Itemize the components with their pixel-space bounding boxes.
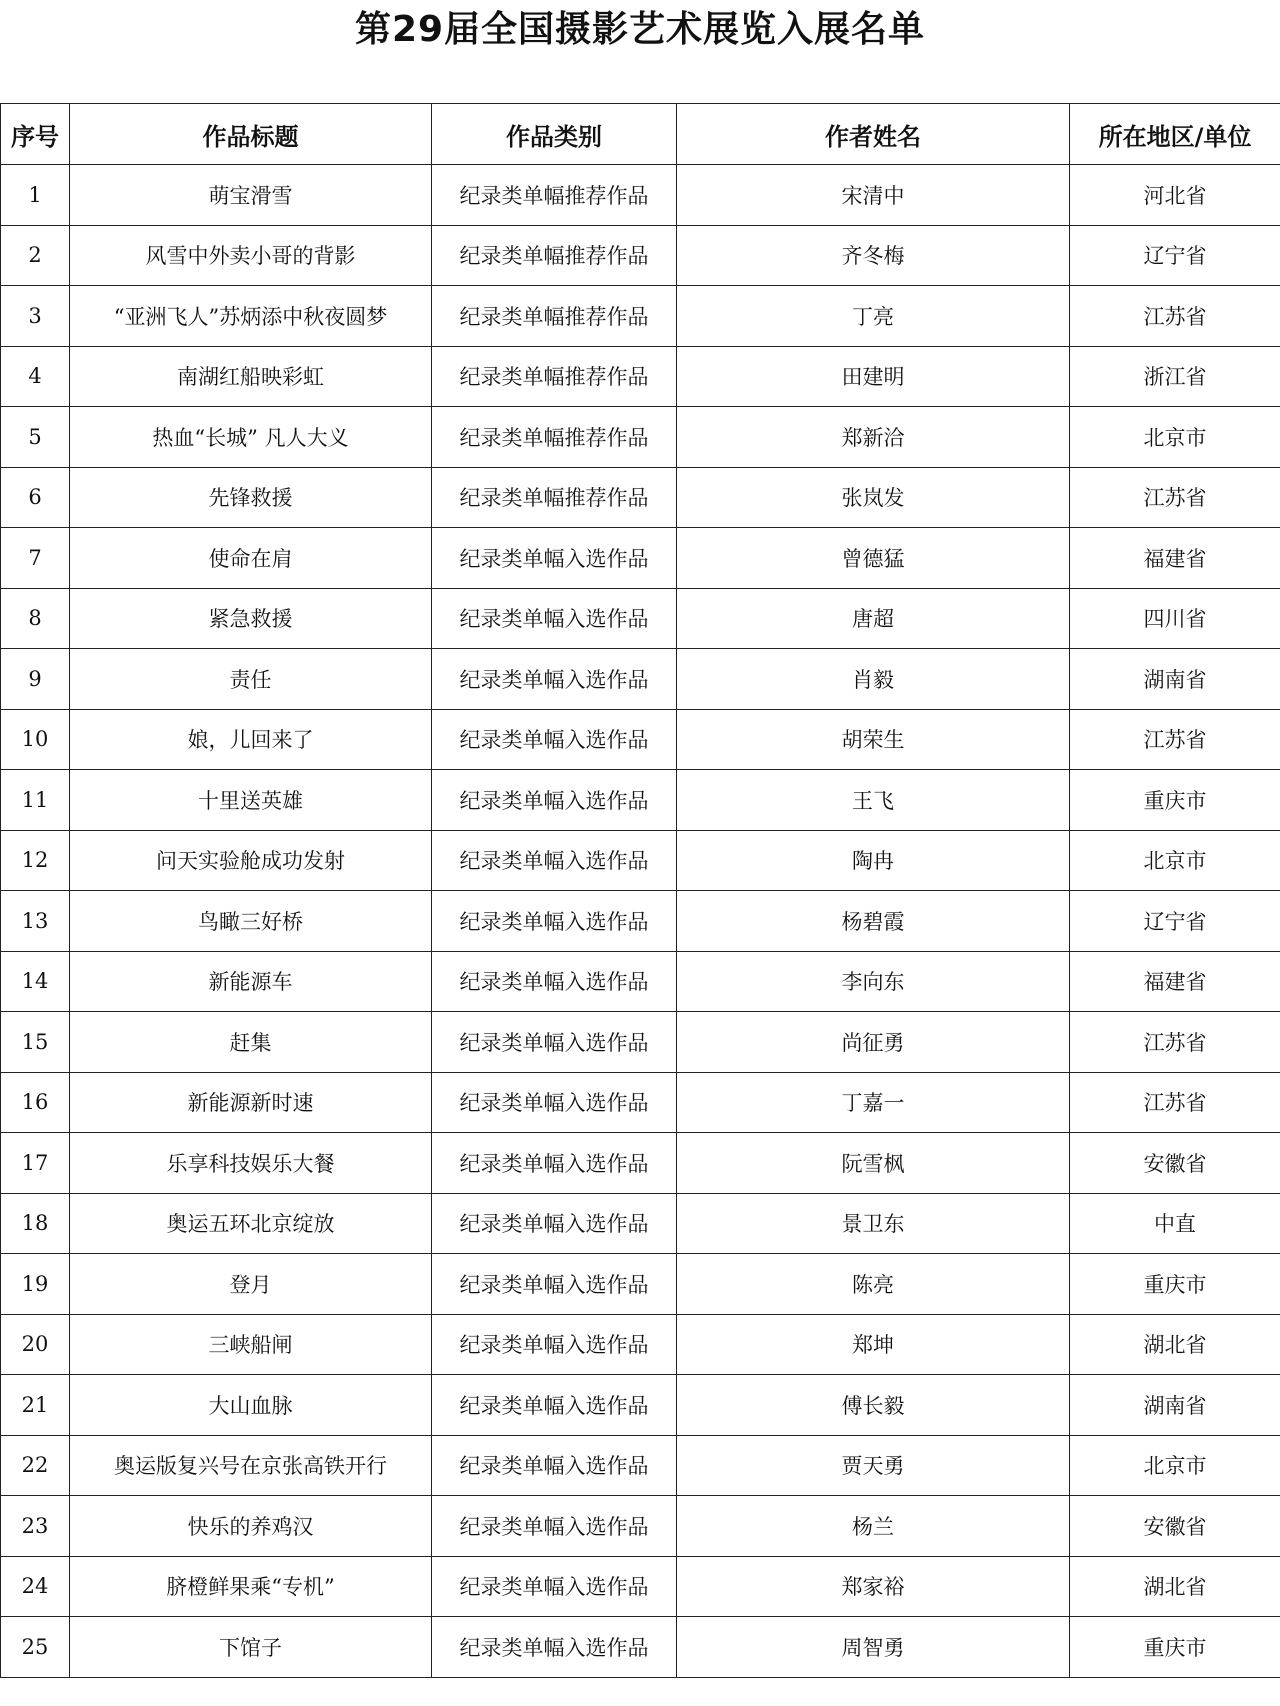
cell-category: 纪录类单幅推荐作品 <box>432 225 677 286</box>
cell-title: 萌宝滑雪 <box>70 165 432 226</box>
cell-title: 奥运版复兴号在京张高铁开行 <box>70 1435 432 1496</box>
cell-seq: 11 <box>1 770 70 831</box>
table-row <box>1 1314 1280 1375</box>
table-row <box>1 1193 1280 1254</box>
cell-region: 江苏省 <box>1070 1012 1280 1073</box>
cell-author: 张岚发 <box>677 467 1070 528</box>
cell-category: 纪录类单幅入选作品 <box>432 1133 677 1194</box>
cell-title: 新能源车 <box>70 951 432 1012</box>
cell-seq: 23 <box>1 1496 70 1557</box>
table-row <box>1 225 1280 286</box>
cell-seq: 19 <box>1 1254 70 1315</box>
cell-author: 肖毅 <box>677 649 1070 710</box>
table-row <box>1 1072 1280 1133</box>
cell-title: 十里送英雄 <box>70 770 432 831</box>
cell-title: “亚洲飞人”苏炳添中秋夜圆梦 <box>70 286 432 347</box>
cell-author: 胡荣生 <box>677 709 1070 770</box>
cell-author: 陶冉 <box>677 830 1070 891</box>
table-row <box>1 528 1280 589</box>
cell-seq: 22 <box>1 1435 70 1496</box>
cell-title: 使命在肩 <box>70 528 432 589</box>
cell-category: 纪录类单幅入选作品 <box>432 1556 677 1617</box>
cell-seq: 17 <box>1 1133 70 1194</box>
cell-seq: 20 <box>1 1314 70 1375</box>
cell-category: 纪录类单幅入选作品 <box>432 1435 677 1496</box>
table-row <box>1 1375 1280 1436</box>
table-row <box>1 709 1280 770</box>
table-row <box>1 1496 1280 1557</box>
table-row <box>1 407 1280 468</box>
cell-region: 福建省 <box>1070 528 1280 589</box>
header-author: 作者姓名 <box>677 104 1070 165</box>
cell-region: 浙江省 <box>1070 346 1280 407</box>
cell-seq: 4 <box>1 346 70 407</box>
cell-region: 河北省 <box>1070 165 1280 226</box>
cell-title: 赶集 <box>70 1012 432 1073</box>
cell-category: 纪录类单幅入选作品 <box>432 830 677 891</box>
cell-title: 紧急救援 <box>70 588 432 649</box>
cell-category: 纪录类单幅入选作品 <box>432 951 677 1012</box>
cell-title: 大山血脉 <box>70 1375 432 1436</box>
table-header-row <box>1 104 1280 165</box>
entry-list-table <box>0 103 1280 1678</box>
cell-seq: 9 <box>1 649 70 710</box>
cell-seq: 18 <box>1 1193 70 1254</box>
cell-author: 尚征勇 <box>677 1012 1070 1073</box>
cell-category: 纪录类单幅入选作品 <box>432 1617 677 1678</box>
table-row <box>1 770 1280 831</box>
cell-category: 纪录类单幅推荐作品 <box>432 467 677 528</box>
cell-author: 宋清中 <box>677 165 1070 226</box>
cell-seq: 25 <box>1 1617 70 1678</box>
cell-region: 湖南省 <box>1070 649 1280 710</box>
table-row <box>1 467 1280 528</box>
cell-author: 王飞 <box>677 770 1070 831</box>
table-row <box>1 165 1280 226</box>
page-title: 第29届全国摄影艺术展览入展名单 <box>354 9 926 50</box>
cell-seq: 16 <box>1 1072 70 1133</box>
cell-title: 乐享科技娱乐大餐 <box>70 1133 432 1194</box>
cell-region: 湖北省 <box>1070 1556 1280 1617</box>
cell-region: 北京市 <box>1070 1435 1280 1496</box>
cell-title: 奥运五环北京绽放 <box>70 1193 432 1254</box>
cell-region: 安徽省 <box>1070 1496 1280 1557</box>
cell-author: 周智勇 <box>677 1617 1070 1678</box>
table-row <box>1 891 1280 952</box>
cell-seq: 7 <box>1 528 70 589</box>
cell-author: 景卫东 <box>677 1193 1070 1254</box>
header-seq: 序号 <box>1 104 70 165</box>
cell-author: 李向东 <box>677 951 1070 1012</box>
cell-region: 江苏省 <box>1070 709 1280 770</box>
cell-author: 丁嘉一 <box>677 1072 1070 1133</box>
cell-category: 纪录类单幅入选作品 <box>432 1012 677 1073</box>
cell-seq: 24 <box>1 1556 70 1617</box>
table-row <box>1 1556 1280 1617</box>
cell-title: 问天实验舱成功发射 <box>70 830 432 891</box>
cell-title: 快乐的养鸡汉 <box>70 1496 432 1557</box>
table-row <box>1 649 1280 710</box>
cell-region: 重庆市 <box>1070 770 1280 831</box>
cell-seq: 5 <box>1 407 70 468</box>
cell-title: 三峡船闸 <box>70 1314 432 1375</box>
cell-category: 纪录类单幅入选作品 <box>432 1254 677 1315</box>
cell-region: 中直 <box>1070 1193 1280 1254</box>
cell-region: 福建省 <box>1070 951 1280 1012</box>
cell-title: 下馆子 <box>70 1617 432 1678</box>
cell-author: 杨碧霞 <box>677 891 1070 952</box>
cell-title: 新能源新时速 <box>70 1072 432 1133</box>
table-body <box>1 165 1280 1678</box>
cell-category: 纪录类单幅推荐作品 <box>432 286 677 347</box>
cell-author: 陈亮 <box>677 1254 1070 1315</box>
cell-seq: 12 <box>1 830 70 891</box>
cell-seq: 15 <box>1 1012 70 1073</box>
cell-region: 重庆市 <box>1070 1254 1280 1315</box>
cell-seq: 13 <box>1 891 70 952</box>
cell-author: 唐超 <box>677 588 1070 649</box>
cell-title: 风雪中外卖小哥的背影 <box>70 225 432 286</box>
cell-region: 江苏省 <box>1070 467 1280 528</box>
cell-title: 热血“长城” 凡人大义 <box>70 407 432 468</box>
table-row <box>1 1012 1280 1073</box>
cell-region: 湖北省 <box>1070 1314 1280 1375</box>
cell-seq: 10 <box>1 709 70 770</box>
table-row <box>1 1254 1280 1315</box>
cell-author: 贾天勇 <box>677 1435 1070 1496</box>
table-row <box>1 830 1280 891</box>
cell-seq: 2 <box>1 225 70 286</box>
cell-author: 杨兰 <box>677 1496 1070 1557</box>
cell-title: 鸟瞰三好桥 <box>70 891 432 952</box>
cell-region: 北京市 <box>1070 407 1280 468</box>
cell-region: 江苏省 <box>1070 1072 1280 1133</box>
cell-category: 纪录类单幅入选作品 <box>432 1072 677 1133</box>
cell-category: 纪录类单幅入选作品 <box>432 1375 677 1436</box>
cell-author: 郑新洽 <box>677 407 1070 468</box>
cell-region: 辽宁省 <box>1070 225 1280 286</box>
cell-title: 登月 <box>70 1254 432 1315</box>
table-row <box>1 346 1280 407</box>
cell-author: 田建明 <box>677 346 1070 407</box>
cell-category: 纪录类单幅入选作品 <box>432 1193 677 1254</box>
cell-region: 北京市 <box>1070 830 1280 891</box>
cell-title: 脐橙鲜果乘“专机” <box>70 1556 432 1617</box>
header-category: 作品类别 <box>432 104 677 165</box>
cell-category: 纪录类单幅入选作品 <box>432 891 677 952</box>
cell-region: 重庆市 <box>1070 1617 1280 1678</box>
cell-seq: 21 <box>1 1375 70 1436</box>
header-title: 作品标题 <box>70 104 432 165</box>
cell-category: 纪录类单幅入选作品 <box>432 528 677 589</box>
cell-category: 纪录类单幅推荐作品 <box>432 346 677 407</box>
cell-author: 郑坤 <box>677 1314 1070 1375</box>
cell-category: 纪录类单幅推荐作品 <box>432 165 677 226</box>
cell-region: 四川省 <box>1070 588 1280 649</box>
cell-author: 傅长毅 <box>677 1375 1070 1436</box>
table-row <box>1 1435 1280 1496</box>
cell-region: 辽宁省 <box>1070 891 1280 952</box>
cell-category: 纪录类单幅入选作品 <box>432 1496 677 1557</box>
cell-category: 纪录类单幅推荐作品 <box>432 407 677 468</box>
cell-author: 阮雪枫 <box>677 1133 1070 1194</box>
cell-region: 湖南省 <box>1070 1375 1280 1436</box>
cell-author: 齐冬梅 <box>677 225 1070 286</box>
table-row <box>1 1133 1280 1194</box>
cell-title: 先锋救援 <box>70 467 432 528</box>
cell-title: 责任 <box>70 649 432 710</box>
cell-author: 丁亮 <box>677 286 1070 347</box>
cell-category: 纪录类单幅入选作品 <box>432 649 677 710</box>
cell-author: 曾德猛 <box>677 528 1070 589</box>
cell-title: 娘，儿回来了 <box>70 709 432 770</box>
table-row <box>1 1617 1280 1678</box>
cell-category: 纪录类单幅入选作品 <box>432 770 677 831</box>
cell-region: 江苏省 <box>1070 286 1280 347</box>
header-region: 所在地区/单位 <box>1070 104 1280 165</box>
cell-author: 郑家裕 <box>677 1556 1070 1617</box>
cell-seq: 3 <box>1 286 70 347</box>
cell-category: 纪录类单幅入选作品 <box>432 1314 677 1375</box>
cell-category: 纪录类单幅入选作品 <box>432 709 677 770</box>
cell-seq: 6 <box>1 467 70 528</box>
cell-category: 纪录类单幅入选作品 <box>432 588 677 649</box>
table-row <box>1 286 1280 347</box>
cell-seq: 1 <box>1 165 70 226</box>
cell-title: 南湖红船映彩虹 <box>70 346 432 407</box>
cell-region: 安徽省 <box>1070 1133 1280 1194</box>
table-row <box>1 588 1280 649</box>
cell-seq: 14 <box>1 951 70 1012</box>
table-row <box>1 951 1280 1012</box>
cell-seq: 8 <box>1 588 70 649</box>
